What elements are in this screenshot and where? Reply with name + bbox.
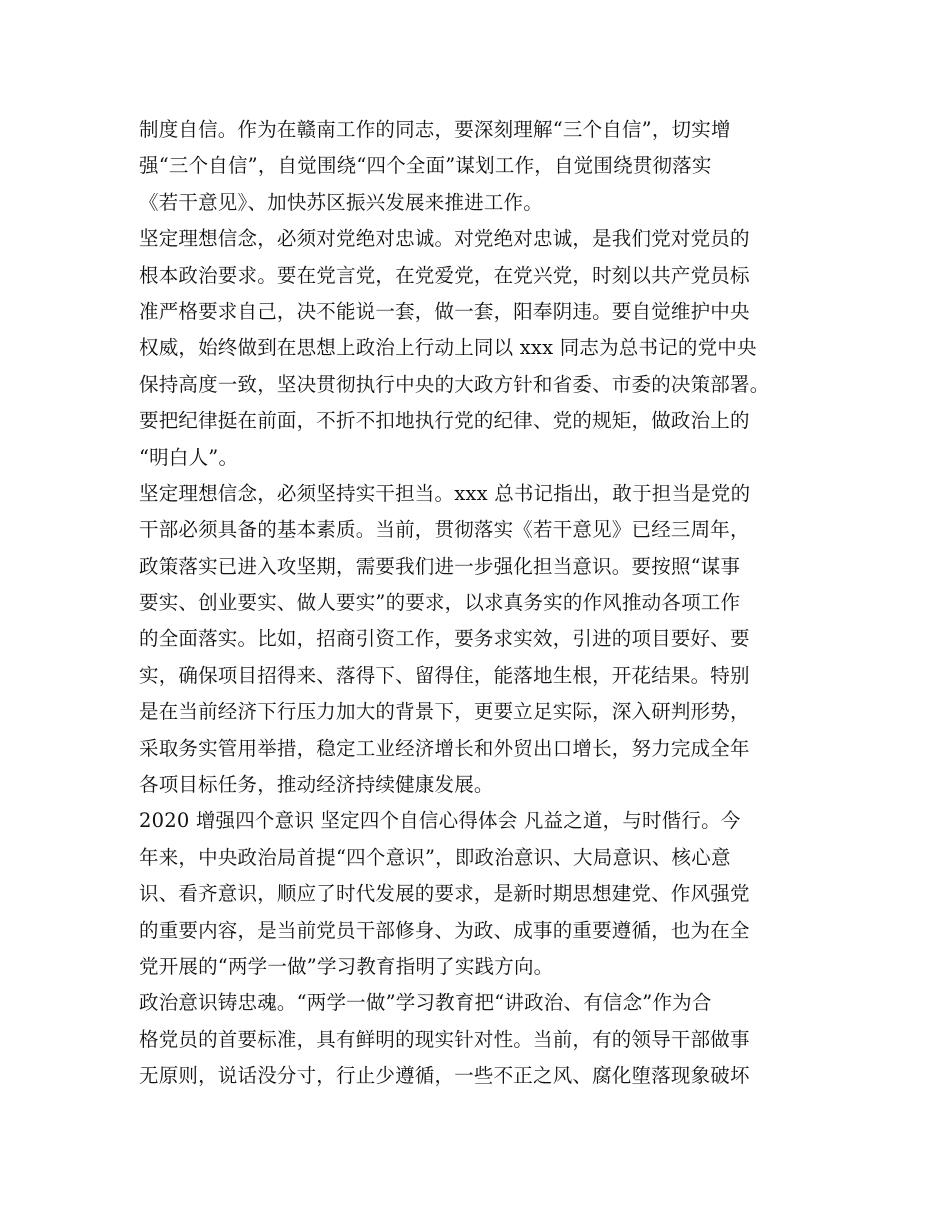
text-line: 制度自信。作为在赣南工作的同志，要深刻理解“三个自信”，切实增 — [139, 118, 731, 141]
text-line: 党开展的“两学一做”学习教育指明了实践方向。 — [139, 954, 554, 978]
text-line: 2020 增强四个意识 坚定四个自信心得体会 凡益之道，与时偕行。今 — [139, 809, 741, 833]
text-line: 是在当前经济下行压力加大的背景下，更要立足实际，深入研判形势， — [139, 700, 750, 724]
text-line: 要实、创业要实、做人要实”的要求，以求真务实的作风推动各项工作 — [139, 591, 741, 615]
text-line: 年来，中央政治局首提“四个意识”，即政治意识、大局意识、核心意 — [139, 845, 731, 869]
text-line: 权威，始终做到在思想上政治上行动上同以 xxx 同志为总书记的党中央 — [139, 336, 757, 360]
text-line: 识、看齐意识，顺应了时代发展的要求，是新时期思想建党、作风强党 — [139, 882, 750, 906]
document-body — [139, 112, 829, 1095]
text-line: 格党员的首要标准，具有鲜明的现实针对性。当前，有的领导干部做事 — [139, 1027, 750, 1051]
text-line: 采取务实管用举措，稳定工业经济增长和外贸出口增长，努力完成全年 — [139, 736, 750, 760]
text-line: 各项目标任务，推动经济持续健康发展。 — [139, 773, 494, 797]
text-line: 要把纪律挺在前面，不折不扣地执行党的纪律、党的规矩，做政治上的 — [139, 409, 750, 433]
text-line: 无原则，说话没分寸，行止少遵循，一些不正之风、腐化堕落现象破坏 — [139, 1064, 750, 1088]
text-line: “明白人”。 — [139, 445, 239, 469]
text-line: 坚定理想信念，必须坚持实干担当。xxx 总书记指出，敢于担当是党的 — [139, 481, 751, 505]
text-line: 根本政治要求。要在党言党，在党爱党，在党兴党，时刻以共产党员标 — [139, 263, 750, 287]
text-line: 《若干意见》、加快苏区振兴发展来推进工作。 — [139, 190, 543, 214]
text-line: 保持高度一致，坚决贯彻执行中央的大政方针和省委、市委的决策部署。 — [139, 372, 770, 396]
text-line: 实，确保项目招得来、落得下、留得住，能落地生根，开花结果。特别 — [139, 663, 750, 687]
text-line: 坚定理想信念，必须对党绝对忠诚。对党绝对忠诚，是我们党对党员的 — [139, 227, 750, 251]
text-line: 的全面落实。比如，招商引资工作，要务求实效，引进的项目要好、要 — [139, 627, 750, 651]
text-line: 政策落实已进入攻坚期，需要我们进一步强化担当意识。要按照“谋事 — [139, 554, 741, 578]
text-line: 干部必须具备的基本素质。当前，贯彻落实《若干意见》已经三周年， — [139, 518, 750, 542]
text-line: 政治意识铸忠魂。“两学一做”学习教育把“讲政治、有信念”作为合 — [139, 991, 712, 1015]
text-line: 准严格要求自己，决不能说一套，做一套，阳奉阴违。要自觉维护中央 — [139, 299, 750, 323]
text-line: 强“三个自信”，自觉围绕“四个全面”谋划工作，自觉围绕贯彻落实 — [139, 154, 712, 178]
text-line: 的重要内容，是当前党员干部修身、为政、成事的重要遵循，也为在全 — [139, 918, 750, 942]
